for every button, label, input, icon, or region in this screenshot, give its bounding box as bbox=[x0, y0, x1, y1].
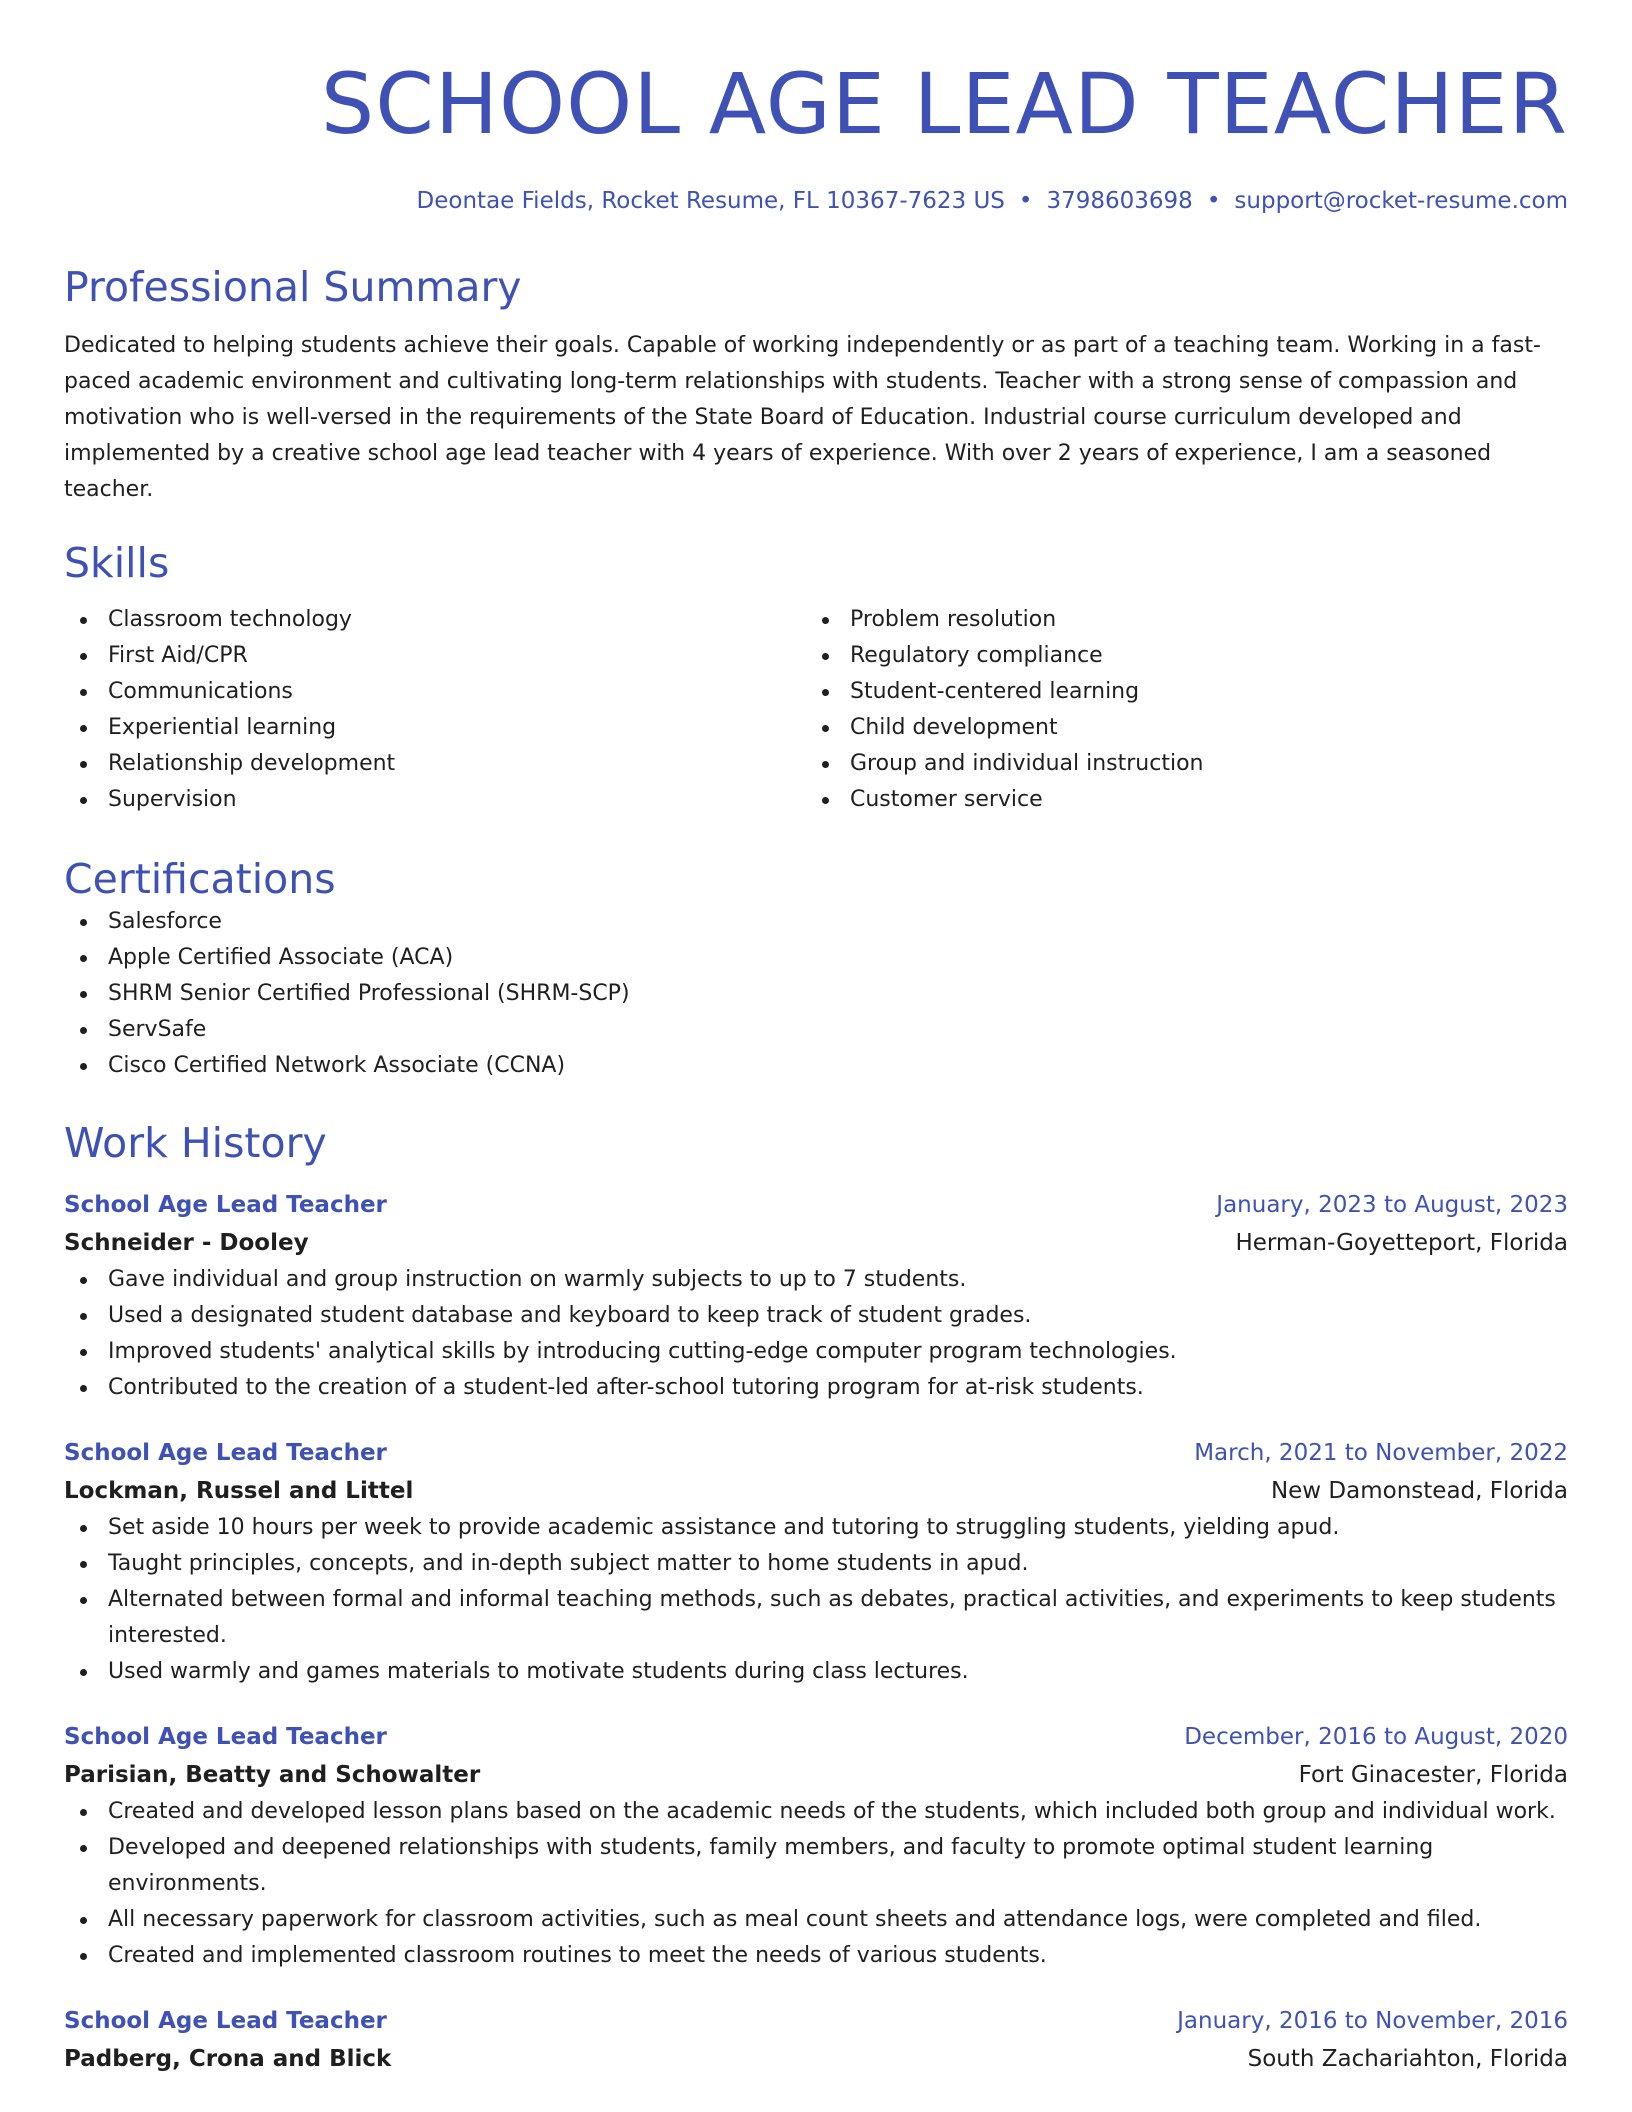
skill-item: Group and individual instruction bbox=[806, 746, 1548, 782]
contact-separator: • bbox=[1018, 188, 1033, 214]
job-duty-item: Improved students' analytical skills by introducing cutting-edge computer program technologies. bbox=[64, 1334, 1568, 1370]
job-duty-item: Contributed to the creation of a student-led after-school tutoring program for at-risk students. bbox=[64, 1370, 1568, 1406]
job-duty-item: All necessary paperwork for classroom activities, such as meal count sheets and attendance logs, were completed and filed. bbox=[64, 1902, 1568, 1938]
job-duties-list bbox=[64, 1510, 1568, 1690]
job-company: Schneider - Dooley bbox=[64, 1230, 309, 1256]
contact-line bbox=[64, 186, 1568, 216]
skill-item: Communications bbox=[64, 674, 806, 710]
skill-item: First Aid/CPR bbox=[64, 638, 806, 674]
skills-list-left bbox=[64, 602, 806, 818]
skills-section bbox=[64, 538, 1568, 818]
job-title: School Age Lead Teacher bbox=[64, 1192, 387, 1218]
job-duty-item: Used warmly and games materials to motivate students during class lectures. bbox=[64, 1654, 1568, 1690]
job-location: Fort Ginacester, Florida bbox=[1298, 1762, 1568, 1788]
job-entry bbox=[64, 1718, 1568, 1974]
summary-text: Dedicated to helping students achieve their goals. Capable of working independently or as part of a teaching team. Working in a fast-paced academic environment and cultivating long-term relationships with students. Teacher with a strong sense of compassion and motivation who is well-versed in the requirements of the State Board of Education. Industrial course curriculum developed and implemented by a creative school age lead teacher with 4 years of experience. With over 2 years of experience, I am a seasoned teacher. bbox=[64, 333, 1541, 502]
job-dates: January, 2023 to August, 2023 bbox=[1216, 1192, 1568, 1218]
job-location: Herman-Goyetteport, Florida bbox=[1235, 1230, 1568, 1256]
certification-item: Cisco Certified Network Associate (CCNA) bbox=[64, 1048, 1568, 1084]
job-location: South Zachariahton, Florida bbox=[1247, 2046, 1568, 2072]
job-company-row bbox=[64, 1224, 1568, 1262]
skill-item: Regulatory compliance bbox=[806, 638, 1548, 674]
skill-item: Customer service bbox=[806, 782, 1548, 818]
contact-phone: 3798603698 bbox=[1046, 188, 1193, 214]
job-dates: December, 2016 to August, 2020 bbox=[1184, 1724, 1568, 1750]
section-heading-skills: Skills bbox=[64, 539, 170, 587]
job-title-row bbox=[64, 1718, 1568, 1756]
job-dates: January, 2016 to November, 2016 bbox=[1177, 2008, 1568, 2034]
contact-email: support@rocket-resume.com bbox=[1234, 188, 1568, 214]
resume-header bbox=[64, 56, 1568, 216]
professional-summary-section bbox=[64, 262, 1568, 508]
certification-item: Apple Certified Associate (ACA) bbox=[64, 940, 1568, 976]
contact-address: Deontae Fields, Rocket Resume, FL 10367-7623 US bbox=[416, 188, 1005, 214]
skill-item: Supervision bbox=[64, 782, 806, 818]
contact-separator: • bbox=[1206, 188, 1221, 214]
job-title: School Age Lead Teacher bbox=[64, 1440, 387, 1466]
job-company: Lockman, Russel and Littel bbox=[64, 1478, 414, 1504]
certifications-section bbox=[64, 854, 1568, 1084]
job-location: New Damonstead, Florida bbox=[1270, 1478, 1568, 1504]
skill-item: Experiential learning bbox=[64, 710, 806, 746]
certification-item: SHRM Senior Certified Professional (SHRM-SCP) bbox=[64, 976, 1568, 1012]
job-entry bbox=[64, 2002, 1568, 2078]
job-duty-item: Developed and deepened relationships with students, family members, and faculty to promote optimal student learning environments. bbox=[64, 1830, 1568, 1902]
resume-title: SCHOOL AGE LEAD TEACHER bbox=[320, 55, 1568, 153]
certifications-list bbox=[64, 904, 1568, 1084]
job-duty-item: Created and implemented classroom routines to meet the needs of various students. bbox=[64, 1938, 1568, 1974]
job-duty-item: Taught principles, concepts, and in-depth subject matter to home students in apud. bbox=[64, 1546, 1568, 1582]
section-heading-summary: Professional Summary bbox=[64, 263, 522, 311]
skill-item: Classroom technology bbox=[64, 602, 806, 638]
skill-item: Relationship development bbox=[64, 746, 806, 782]
job-duty-item: Set aside 10 hours per week to provide academic assistance and tutoring to struggling students, yielding apud. bbox=[64, 1510, 1568, 1546]
skill-item: Problem resolution bbox=[806, 602, 1548, 638]
job-company: Parisian, Beatty and Schowalter bbox=[64, 1762, 481, 1788]
job-company: Padberg, Crona and Blick bbox=[64, 2046, 392, 2072]
skills-column-right bbox=[806, 602, 1548, 818]
job-company-row bbox=[64, 1472, 1568, 1510]
job-duty-item: Alternated between formal and informal teaching methods, such as debates, practical activities, and experiments to keep students interested. bbox=[64, 1582, 1568, 1654]
skills-column-left bbox=[64, 602, 806, 818]
job-entry bbox=[64, 1186, 1568, 1406]
job-company-row bbox=[64, 2040, 1568, 2078]
job-title: School Age Lead Teacher bbox=[64, 1724, 387, 1750]
job-title-row bbox=[64, 1186, 1568, 1224]
job-duties-list bbox=[64, 1262, 1568, 1406]
job-company-row bbox=[64, 1756, 1568, 1794]
skills-grid bbox=[64, 602, 1568, 818]
job-dates: March, 2021 to November, 2022 bbox=[1194, 1440, 1568, 1466]
job-title-row bbox=[64, 1434, 1568, 1472]
work-history-section bbox=[64, 1118, 1568, 2078]
skill-item: Child development bbox=[806, 710, 1548, 746]
job-duties-list bbox=[64, 1794, 1568, 1974]
certification-item: Salesforce bbox=[64, 904, 1568, 940]
certification-item: ServSafe bbox=[64, 1012, 1568, 1048]
job-entry bbox=[64, 1434, 1568, 1690]
job-title-row bbox=[64, 2002, 1568, 2040]
job-duty-item: Created and developed lesson plans based on the academic needs of the students, which included both group and individual work. bbox=[64, 1794, 1568, 1830]
job-duty-item: Gave individual and group instruction on warmly subjects to up to 7 students. bbox=[64, 1262, 1568, 1298]
section-heading-work-history: Work History bbox=[64, 1119, 327, 1167]
job-duty-item: Used a designated student database and keyboard to keep track of student grades. bbox=[64, 1298, 1568, 1334]
skill-item: Student-centered learning bbox=[806, 674, 1548, 710]
section-heading-certifications: Certifications bbox=[64, 855, 336, 903]
job-title: School Age Lead Teacher bbox=[64, 2008, 387, 2034]
skills-list-right bbox=[806, 602, 1548, 818]
